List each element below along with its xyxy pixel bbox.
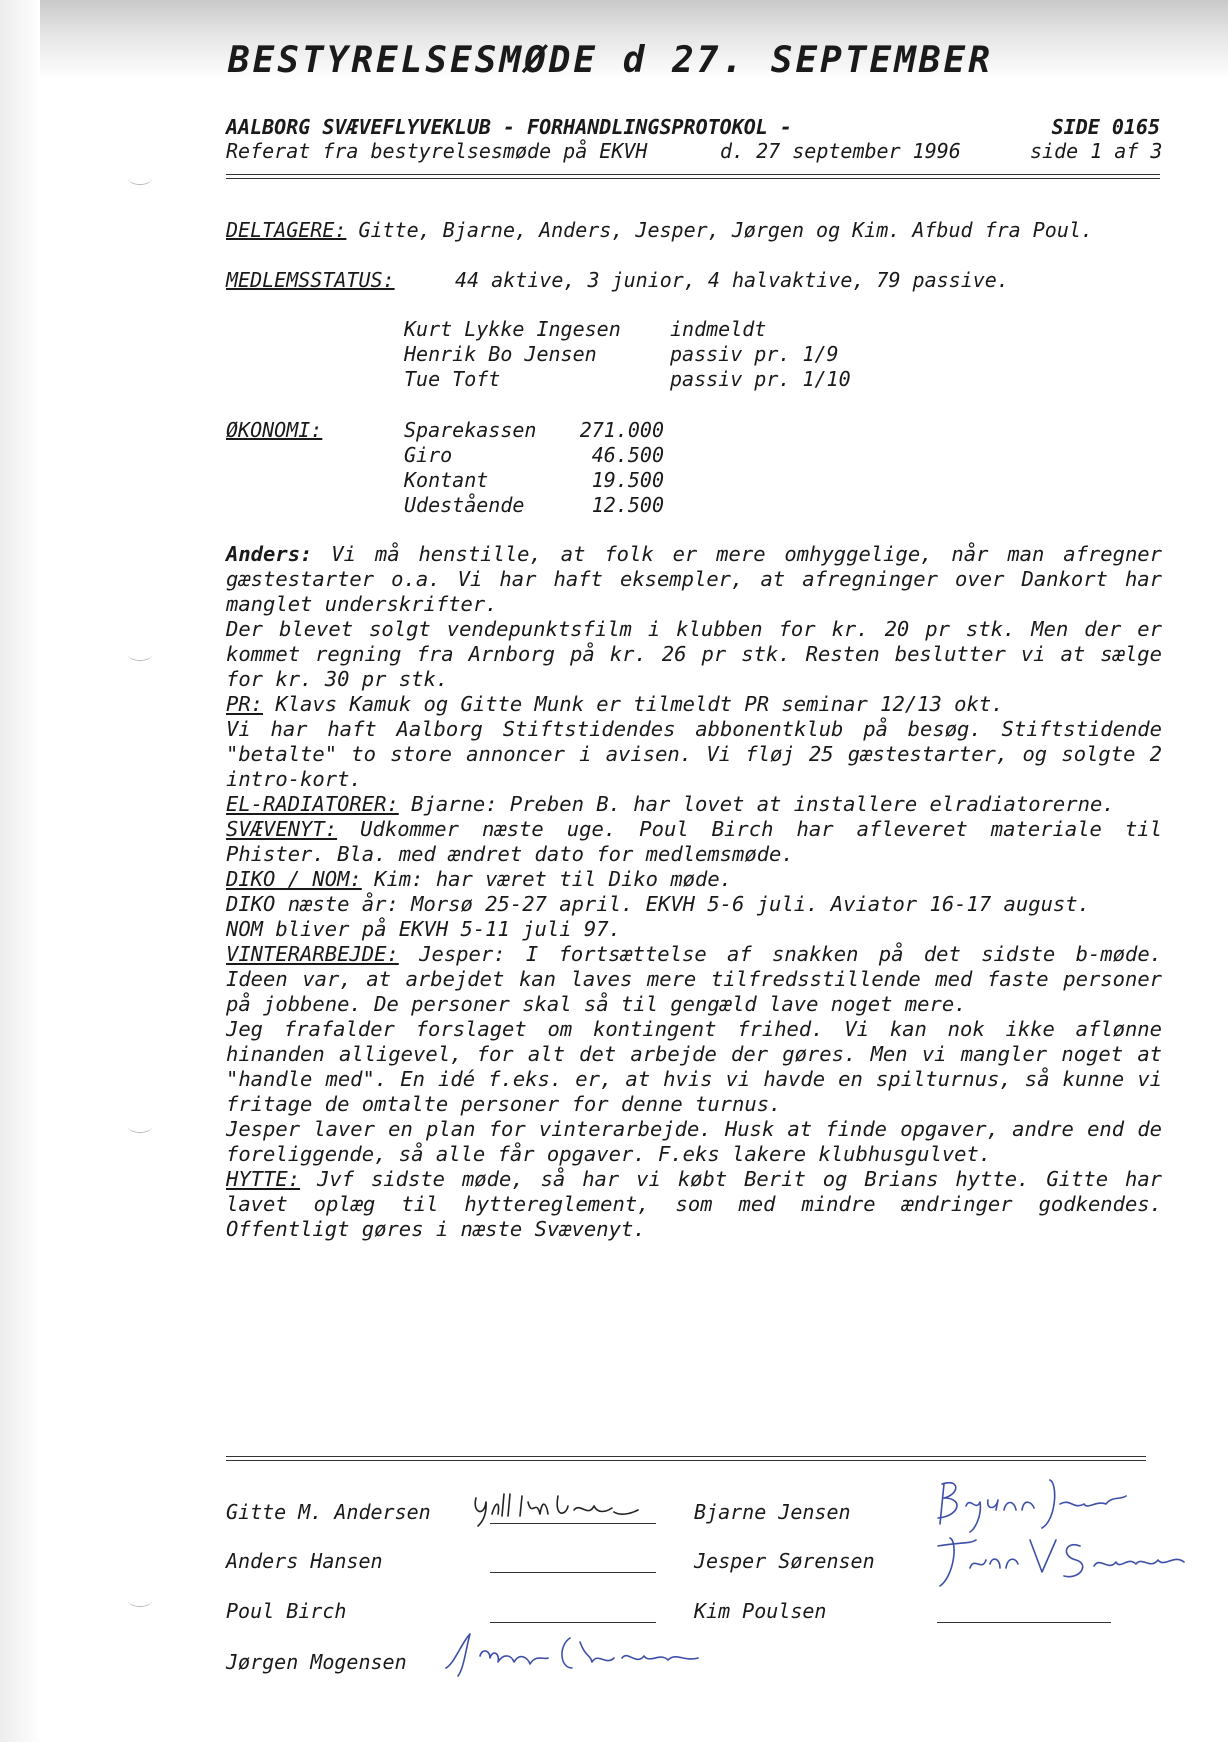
medlemsstatus-label: MEDLEMSSTATUS: <box>226 268 395 292</box>
member-name: Tue Toft <box>404 367 501 391</box>
meeting-date: d. 27 september 1996 <box>720 139 961 163</box>
account-name: Kontant <box>404 468 489 492</box>
signature-jorgen <box>440 1628 710 1678</box>
signer-name: Gitte M. Andersen <box>226 1500 431 1524</box>
page-title: BESTYRELSESMØDE d 27. SEPTEMBER <box>228 40 993 81</box>
anders-paragraph: Anders: Vi må henstille, at folk er mere omhyggelige, når man afregner gæstestarter o.a. Vi har haft eksempler, at afregninger over Dankort har manglet underskrifter. <box>226 542 1162 616</box>
member-status: indmeldt <box>670 317 767 341</box>
elradiatorer-paragraph: EL-RADIATORER: Bjarne: Preben B. har lovet at installere elradiatorerne. <box>226 792 1115 816</box>
punch-hole-mark <box>128 172 152 185</box>
account-amount: 12.500 <box>591 493 664 517</box>
header-divider <box>226 174 1160 179</box>
vinterarbejde-paragraph-2: Jeg frafalder forslaget om kontingent frihed. Vi kan nok ikke aflønne hinanden alligevel, for alt det arbejde der gøres. Men vi mangler noget at "handle med". En idé f.eks. er, at hvis vi havde en spilturnus, så kunne vi fritage de omtalte personer for denne turnus. <box>226 1017 1162 1116</box>
signature-gitte <box>470 1488 660 1528</box>
diko-paragraph: DIKO / NOM: Kim: har været til Diko møde. <box>226 867 733 891</box>
scan-edge-shading <box>0 0 40 1742</box>
deltagere-line <box>226 218 1093 242</box>
signer-name: Anders Hansen <box>226 1549 383 1573</box>
vinterarbejde-paragraph-3: Jesper laver en plan for vinterarbejde. Husk at finde opgaver, andre end de foreliggende, så alle får opgaver. F.eks lakere klubhusgulvet. <box>226 1117 1162 1166</box>
vinterarbejde-paragraph: VINTERARBEJDE: Jesper: I fortsættelse af snakken på det sidste b-møde. Ideen var, at arbejdet kan laves mere tilfredsstillende med faste personer på jobbene. De personer skal så til gengæld lave noget mere. <box>226 942 1162 1016</box>
hytte-label: HYTTE: <box>226 1167 301 1191</box>
vinterarbejde-label: VINTERARBEJDE: <box>226 942 399 966</box>
elradiatorer-label: EL-RADIATORER: <box>226 792 399 816</box>
svaevenyt-label: SVÆVENYT: <box>226 817 338 841</box>
medlemsstatus-text: 44 aktive, 3 junior, 4 halvaktive, 79 passive. <box>455 268 1009 292</box>
svaevenyt-paragraph: SVÆVENYT: Udkommer næste uge. Poul Birch har afleveret materiale til Phister. Bla. med ændret dato for medlemsmøde. <box>226 817 1162 866</box>
deltagere-text: Gitte, Bjarne, Anders, Jesper, Jørgen og Kim. Afbud fra Poul. <box>346 218 1093 242</box>
signature-line <box>490 1622 656 1623</box>
member-name: Kurt Lykke Ingesen <box>404 317 621 341</box>
page-of: side 1 af 3 <box>1030 139 1163 163</box>
punch-hole-mark <box>128 1120 152 1133</box>
signer-name: Poul Birch <box>226 1599 347 1623</box>
diko-label: DIKO / NOM: <box>226 867 362 891</box>
subtitle: Referat fra bestyrelsesmøde på EKVH <box>226 139 648 163</box>
member-status: passiv pr. 1/9 <box>670 342 839 366</box>
punch-hole-mark <box>128 1594 152 1607</box>
signature-divider <box>226 1456 1146 1461</box>
deltagere-label: DELTAGERE: <box>226 218 347 242</box>
signer-name: Jørgen Mogensen <box>226 1650 407 1674</box>
signature-jesper <box>930 1532 1200 1592</box>
org-line: AALBORG SVÆVEFLYVEKLUB - FORHANDLINGSPROTOKOL - <box>226 115 792 139</box>
signer-name: Kim Poulsen <box>694 1599 827 1623</box>
punch-hole-mark <box>128 648 152 661</box>
minutes-body <box>226 542 1162 1242</box>
member-name: Henrik Bo Jensen <box>404 342 597 366</box>
account-name: Sparekassen <box>404 418 537 442</box>
signer-name: Bjarne Jensen <box>694 1500 851 1524</box>
account-amount: 46.500 <box>591 443 664 467</box>
page-ref: SIDE 0165 <box>1051 115 1160 139</box>
member-status: passiv pr. 1/10 <box>670 367 851 391</box>
account-amount: 271.000 <box>579 418 664 442</box>
pr-paragraph: PR: Klavs Kamuk og Gitte Munk er tilmeldt PR seminar 12/13 okt. <box>226 692 1004 716</box>
signature-bjarne <box>930 1476 1130 1534</box>
pr-label: PR: <box>226 692 264 716</box>
signer-name: Jesper Sørensen <box>694 1549 875 1573</box>
signature-line <box>490 1572 656 1573</box>
hytte-paragraph: HYTTE: Jvf sidste møde, så har vi købt Berit og Brians hytte. Gitte har lavet oplæg til hyttereglement, som med mindre ændringer godkendes. Offentligt gøres i næste Svævenyt. <box>226 1167 1162 1241</box>
pr-paragraph-2: Vi har haft Aalborg Stiftstidendes abbonentklub på besøg. Stiftstidende "betalte" to store annoncer i avisen. Vi fløj 25 gæstestarter, og solgte 2 intro-kort. <box>226 717 1162 791</box>
account-amount: 19.500 <box>591 468 664 492</box>
signature-line <box>937 1622 1111 1623</box>
okonomi-label: ØKONOMI: <box>226 418 323 442</box>
anders-paragraph-2: Der blevet solgt vendepunktsfilm i klubben for kr. 20 pr stk. Men der er kommet regning fra Arnborg på kr. 26 pr stk. Resten beslutter vi at sælge for kr. 30 pr stk. <box>226 617 1162 691</box>
diko-paragraph-2: DIKO næste år: Morsø 25-27 april. EKVH 5-6 juli. Aviator 16-17 august. <box>226 892 1090 916</box>
diko-paragraph-3: NOM bliver på EKVH 5-11 juli 97. <box>226 917 621 941</box>
account-name: Udestående <box>404 493 525 517</box>
anders-label: Anders: <box>226 542 313 566</box>
account-name: Giro <box>404 443 453 467</box>
